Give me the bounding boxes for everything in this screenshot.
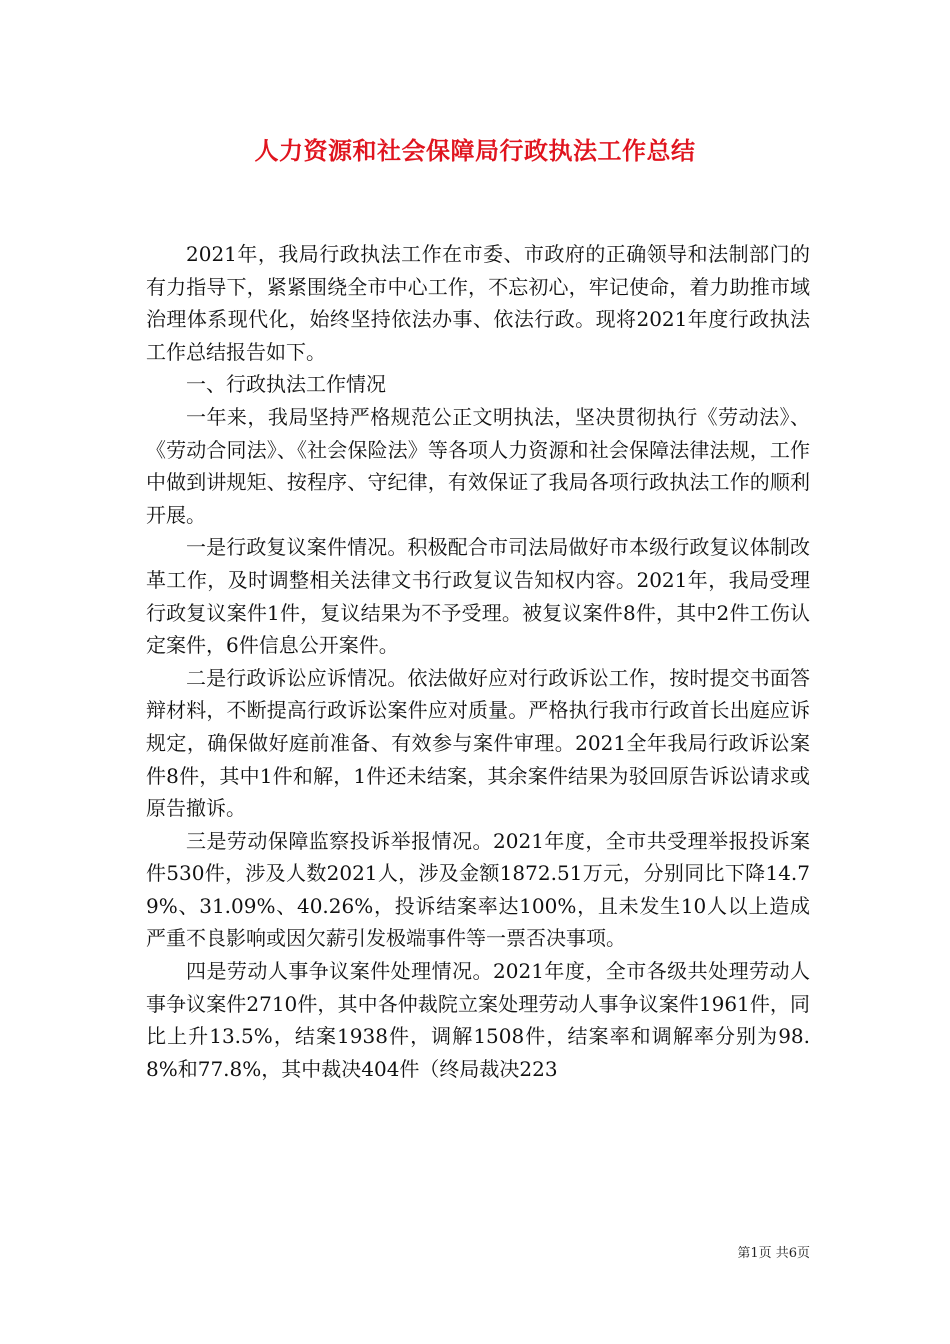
section-heading: 一、行政执法工作情况 — [186, 372, 386, 397]
paragraph-labor-disputes: 四是劳动人事争议案件处理情况。2021年度，全市各级共处理劳动人事争议案件2710件，其中各仲裁院立案处理劳动人事争议案件1961件，同比上升13.5%，结案1938件，调解1508件，结案率和调解率分别为98.8%和77.8%，其中裁决404件（终局裁决223 — [146, 959, 810, 1081]
page-number: 第1页 共6页 — [737, 1246, 810, 1261]
paragraph-intro: 2021年，我局行政执法工作在市委、市政府的正确领导和法制部门的有力指导下，紧紧围绕全市中心工作，不忘初心，牢记使命，着力助推市域治理体系现代化，始终坚持依法办事、依法行政。现将2021年度行政执法工作总结报告如下。 — [146, 242, 810, 364]
paragraph-admin-review: 一是行政复议案件情况。积极配合市司法局做好市本级行政复议体制改革工作，及时调整相关法律文书行政复议告知权内容。2021年，我局受理行政复议案件1件，复议结果为不予受理。被复议案件8件，其中2件工伤认定案件，6件信息公开案件。 — [146, 535, 810, 658]
document-title: 人力资源和社会保障局行政执法工作总结 — [254, 136, 696, 165]
document-body — [146, 238, 810, 1085]
paragraph-labor-supervision: 三是劳动保障监察投诉举报情况。2021年度，全市共受理举报投诉案件530件，涉及人数2021人，涉及金额1872.51万元，分别同比下降14.79%、31.09%、40.26%，投诉结案率达100%，且未发生10人以上造成严重不良影响或因欠薪引发极端事件等一票否决事项。 — [146, 828, 810, 951]
paragraph-admin-litigation: 二是行政诉讼应诉情况。依法做好应对行政诉讼工作，按时提交书面答辩材料，不断提高行政诉讼案件应对质量。严格执行我市行政首长出庭应诉规定，确保做好庭前准备、有效参与案件审理。2021全年我局行政诉讼案件8件，其中1件和解，1件还未结案，其余案件结果为驳回原告诉讼请求或原告撤诉。 — [146, 665, 810, 821]
paragraph-overview: 一年来，我局坚持严格规范公正文明执法，坚决贯彻执行《劳动法》、《劳动合同法》、《社会保险法》等各项人力资源和社会保障法律法规，工作中做到讲规矩、按程序、守纪律，有效保证了我局各项行政执法工作的顺利开展。 — [146, 404, 810, 527]
